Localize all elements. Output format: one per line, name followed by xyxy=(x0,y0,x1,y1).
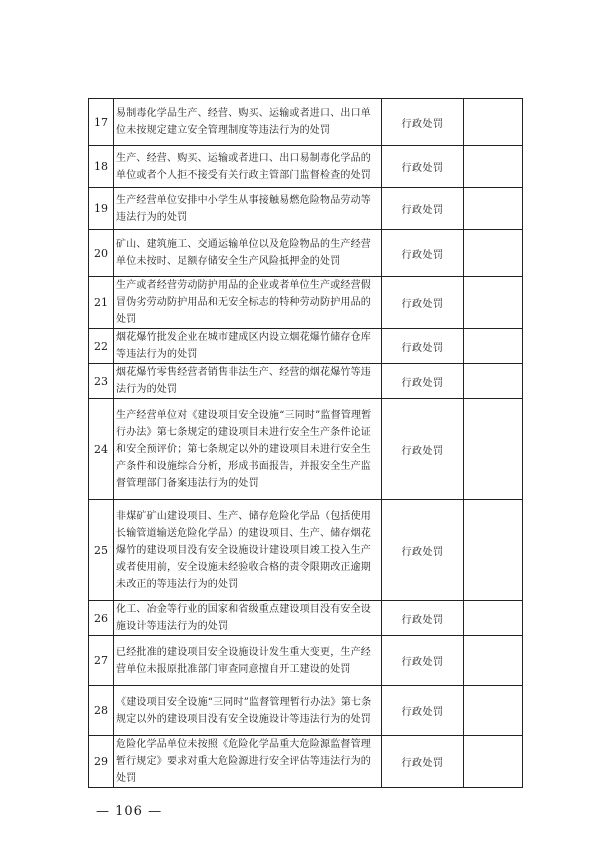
row-action-type: 行政处罚 xyxy=(382,636,464,686)
row-remarks xyxy=(464,399,523,500)
row-number: 19 xyxy=(89,188,114,230)
row-description: 生产、经营、购买、运输或者进口、出口易制毒化学品的单位或者个人拒不接受有关行政主管部门监督检查的处罚 xyxy=(114,146,382,188)
row-description: 生产经营单位对《建设项目安全设施“三同时”监督管理暂行办法》第七条规定的建设项目未进行安全生产条件论证和安全预评价；第七条规定以外的建设项目未进行安全生产条件和设施综合分析，形成书面报告，并报安全生产监督管理部门备案违法行为的处罚 xyxy=(114,399,382,500)
row-description: 生产或者经营劳动防护用品的企业或者单位生产或经营假冒伪劣劳动防护用品和无安全标志的特种劳动防护用品的处罚 xyxy=(114,277,382,329)
row-description: 生产经营单位安排中小学生从事接触易燃危险物品劳动等违法行为的处罚 xyxy=(114,188,382,230)
row-remarks xyxy=(464,277,523,329)
row-description: 烟花爆竹批发企业在城市建成区内设立烟花爆竹储存仓库等违法行为的处罚 xyxy=(114,329,382,364)
row-action-type: 行政处罚 xyxy=(382,364,464,399)
document-table-container xyxy=(88,98,514,788)
row-number: 23 xyxy=(89,364,114,399)
row-remarks xyxy=(464,230,523,277)
row-description: 非煤矿矿山建设项目、生产、储存危险化学品（包括使用长输管道输送危险化学品）的建设项目、生产、储存烟花爆竹的建设项目没有安全设施设计建设项目竣工投入生产或者使用前，安全设施未经验收合格的责令限期改正逾期未改正的等违法行为的处罚 xyxy=(114,500,382,601)
row-number: 20 xyxy=(89,230,114,277)
row-description: 矿山、建筑施工、交通运输单位以及危险物品的生产经营单位未按时、足额存储安全生产风险抵押金的处罚 xyxy=(114,230,382,277)
row-number: 21 xyxy=(89,277,114,329)
row-number: 25 xyxy=(89,500,114,601)
row-description: 已经批准的建设项目安全设施设计发生重大变更，生产经营单位未报原批准部门审查同意擅自开工建设的处罚 xyxy=(114,636,382,686)
table-row xyxy=(89,364,523,399)
table-row xyxy=(89,686,523,736)
row-number: 26 xyxy=(89,601,114,636)
row-remarks xyxy=(464,99,523,146)
table-row xyxy=(89,188,523,230)
row-description: 烟花爆竹零售经营者销售非法生产、经营的烟花爆竹等违法行为的处罚 xyxy=(114,364,382,399)
row-action-type: 行政处罚 xyxy=(382,230,464,277)
row-remarks xyxy=(464,146,523,188)
table-row xyxy=(89,736,523,788)
row-description: 危险化学品单位未按照《危险化学品重大危险源监督管理暂行规定》要求对重大危险源进行安全评估等违法行为的处罚 xyxy=(114,736,382,788)
row-remarks xyxy=(464,636,523,686)
table-body xyxy=(89,99,523,788)
row-number: 27 xyxy=(89,636,114,686)
row-action-type: 行政处罚 xyxy=(382,736,464,788)
row-number: 29 xyxy=(89,736,114,788)
row-action-type: 行政处罚 xyxy=(382,99,464,146)
row-action-type: 行政处罚 xyxy=(382,146,464,188)
table-row xyxy=(89,636,523,686)
row-description: 易制毒化学品生产、经营、购买、运输或者进口、出口单位未按规定建立安全管理制度等违法行为的处罚 xyxy=(114,99,382,146)
row-remarks xyxy=(464,500,523,601)
table-row xyxy=(89,399,523,500)
row-action-type: 行政处罚 xyxy=(382,399,464,500)
row-number: 28 xyxy=(89,686,114,736)
row-description: 《建设项目安全设施“三同时”监督管理暂行办法》第七条规定以外的建设项目没有安全设施设计等违法行为的处罚 xyxy=(114,686,382,736)
row-action-type: 行政处罚 xyxy=(382,188,464,230)
row-number: 18 xyxy=(89,146,114,188)
row-action-type: 行政处罚 xyxy=(382,500,464,601)
row-number: 24 xyxy=(89,399,114,500)
row-remarks xyxy=(464,329,523,364)
row-remarks xyxy=(464,188,523,230)
row-action-type: 行政处罚 xyxy=(382,277,464,329)
row-remarks xyxy=(464,601,523,636)
table-row xyxy=(89,146,523,188)
row-number: 17 xyxy=(89,99,114,146)
row-number: 22 xyxy=(89,329,114,364)
table-row xyxy=(89,230,523,277)
row-action-type: 行政处罚 xyxy=(382,601,464,636)
row-action-type: 行政处罚 xyxy=(382,329,464,364)
table-row xyxy=(89,99,523,146)
penalty-table xyxy=(88,98,523,788)
table-row xyxy=(89,277,523,329)
row-remarks xyxy=(464,686,523,736)
row-action-type: 行政处罚 xyxy=(382,686,464,736)
page-number: — 106 — xyxy=(96,804,163,819)
row-remarks xyxy=(464,736,523,788)
row-description: 化工、冶金等行业的国家和省级重点建设项目没有安全设施设计等违法行为的处罚 xyxy=(114,601,382,636)
table-row xyxy=(89,601,523,636)
table-row xyxy=(89,329,523,364)
table-row xyxy=(89,500,523,601)
row-remarks xyxy=(464,364,523,399)
